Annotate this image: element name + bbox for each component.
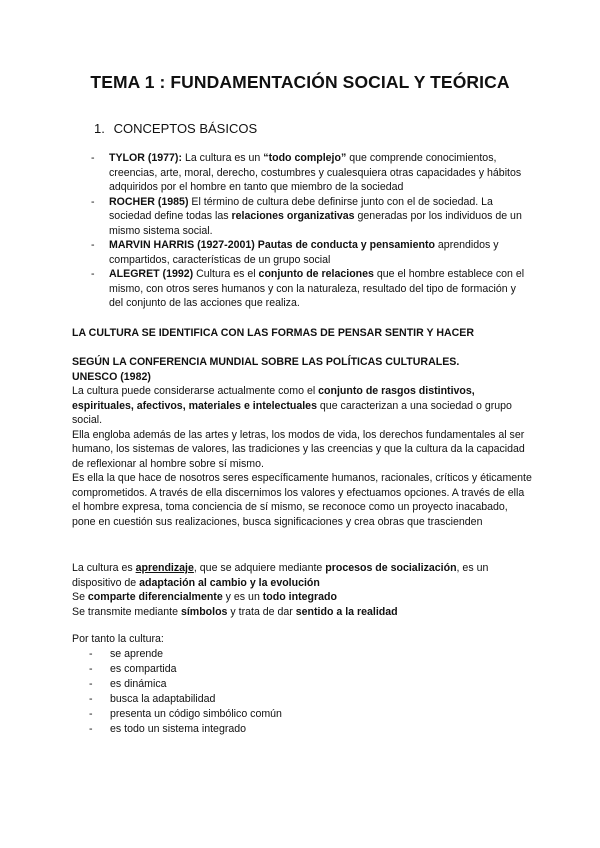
list-item bbox=[91, 195, 531, 239]
list-item-text: busca la adaptabilidad bbox=[110, 693, 216, 705]
list-item bbox=[89, 722, 282, 737]
learning-line bbox=[72, 590, 532, 605]
definition-key: relaciones organizativas bbox=[231, 210, 355, 222]
bullet-dash: - bbox=[89, 663, 93, 675]
paragraph-text: Se bbox=[72, 591, 88, 603]
paragraph-key: adaptación al cambio y la evolución bbox=[139, 576, 320, 589]
list-item bbox=[89, 677, 282, 692]
bullet-dash: - bbox=[91, 239, 95, 251]
section-number: 1. bbox=[94, 121, 105, 136]
paragraph-text: , es un dispositivo de bbox=[72, 562, 489, 589]
paragraph-text: La cultura puede considerarse actualmente como el bbox=[72, 385, 319, 397]
unesco-heading bbox=[72, 355, 502, 384]
unesco-paragraph: Ella engloba además de las artes y letras, los modos de vida, los derechos fundamentales al ser humano, los sistemas de valores, las tradiciones y las creencias y que la cultura da la capacidad de reflexionar al hombre sobre sí mismo. bbox=[72, 428, 525, 470]
paragraph-text: y es un bbox=[222, 591, 263, 603]
learning-block bbox=[72, 561, 532, 619]
definition-text: que el hombre establece con el mismo, con otros seres humanos y con la naturaleza, resultado del tipo de formación y del conjunto de las acciones que realiza. bbox=[109, 268, 525, 309]
definition-key: conjunto de relaciones bbox=[258, 268, 374, 280]
list-item bbox=[89, 662, 282, 677]
authors-list bbox=[91, 151, 531, 311]
definition-key: Pautas de conducta y pensamiento bbox=[257, 239, 435, 251]
paragraph-text: La cultura es bbox=[72, 562, 136, 574]
bullet-dash: - bbox=[89, 693, 93, 705]
bullet-dash: - bbox=[91, 195, 95, 208]
list-item-text: es todo un sistema integrado bbox=[110, 723, 247, 735]
unesco-body bbox=[72, 384, 532, 529]
paragraph-key: conjunto de rasgos distintivos, espirituales, afectivos, materiales e intelectuales bbox=[72, 385, 475, 412]
paragraph-key: procesos de socialización bbox=[325, 562, 457, 574]
paragraph-key: aprendizaje bbox=[135, 562, 194, 574]
paragraph-key: símbolos bbox=[180, 605, 228, 618]
section-heading bbox=[94, 121, 257, 136]
unesco-paragraph bbox=[72, 384, 532, 428]
list-item-text: presenta un código simbólico común bbox=[110, 708, 282, 720]
list-item bbox=[89, 692, 282, 707]
list-item-text: es compartida bbox=[110, 663, 177, 675]
definition-text: que comprende conocimientos, creencias, arte, moral, derecho, costumbres y cualesquiera otras capacidades y hábitos adquiridos por el hombre en tanto que miembro de la sociedad bbox=[109, 152, 522, 193]
section-heading-text: CONCEPTOS BÁSICOS bbox=[113, 121, 258, 136]
unesco-heading-text: SEGÚN LA CONFERENCIA MUNDIAL SOBRE LAS POLÍTICAS CULTURALES. UNESCO (1982) bbox=[72, 356, 460, 383]
therefore-intro: Por tanto la cultura: bbox=[72, 633, 164, 645]
learning-line bbox=[72, 605, 532, 620]
definition-text: El término de cultura debe definirse junto con el de sociedad. La sociedad define todas las bbox=[109, 195, 493, 222]
bullet-dash: - bbox=[91, 152, 95, 164]
definition-key: “todo complejo” bbox=[263, 152, 347, 164]
paragraph-text: Se transmite mediante bbox=[72, 605, 181, 618]
culture-identifies-heading: LA CULTURA SE IDENTIFICA CON LAS FORMAS DE PENSAR SENTIR Y HACER bbox=[72, 327, 474, 339]
author-name: ALEGRET (1992) bbox=[109, 268, 194, 280]
definition-text: Cultura es el bbox=[193, 268, 259, 280]
paragraph-key: todo integrado bbox=[262, 591, 337, 603]
paragraph-text: que caracterizan a una sociedad o grupo social. bbox=[72, 399, 512, 426]
definition-text: aprendidos y compartidos, características de un grupo social bbox=[109, 239, 499, 266]
learning-line bbox=[72, 561, 532, 590]
list-item-text: se aprende bbox=[110, 648, 164, 660]
list-item bbox=[91, 151, 531, 195]
list-item bbox=[91, 267, 531, 311]
definition-text: generadas por los individuos de un mismo sistema social. bbox=[109, 210, 522, 237]
list-item-text: es dinámica bbox=[110, 678, 167, 690]
paragraph-key: comparte diferencialmente bbox=[87, 591, 223, 603]
bullet-dash: - bbox=[89, 678, 93, 690]
author-name: ROCHER (1985) bbox=[109, 195, 189, 208]
therefore-list bbox=[89, 647, 282, 737]
unesco-paragraph: Es ella la que hace de nosotros seres específicamente humanos, racionales, críticos y éticamente comprometidos. A través de ella discernimos los valores y efectuamos opciones. A través de ella el hombre expresa, toma conciencia de sí mismo, se reconoce como un proyecto inacabado, pone en cuestión sus realizaciones, busca significaciones y crea obras que trascienden bbox=[72, 472, 532, 528]
bullet-dash: - bbox=[89, 708, 93, 720]
bullet-dash: - bbox=[89, 648, 93, 660]
paragraph-text: y trata de dar bbox=[227, 605, 296, 618]
bullet-dash: - bbox=[91, 268, 95, 280]
list-item bbox=[89, 707, 282, 722]
definition-text: La cultura es un bbox=[182, 152, 264, 164]
list-item bbox=[91, 238, 531, 267]
document-title: TEMA 1 : FUNDAMENTACIÓN SOCIAL Y TEÓRICA bbox=[90, 72, 510, 92]
author-name: TYLOR (1977): bbox=[109, 152, 182, 164]
bullet-dash: - bbox=[89, 723, 93, 735]
paragraph-key: sentido a la realidad bbox=[295, 605, 398, 618]
author-name: MARVIN HARRIS (1927-2001) bbox=[109, 239, 255, 251]
paragraph-text: , que se adquiere mediante bbox=[193, 562, 326, 574]
list-item bbox=[89, 647, 282, 662]
